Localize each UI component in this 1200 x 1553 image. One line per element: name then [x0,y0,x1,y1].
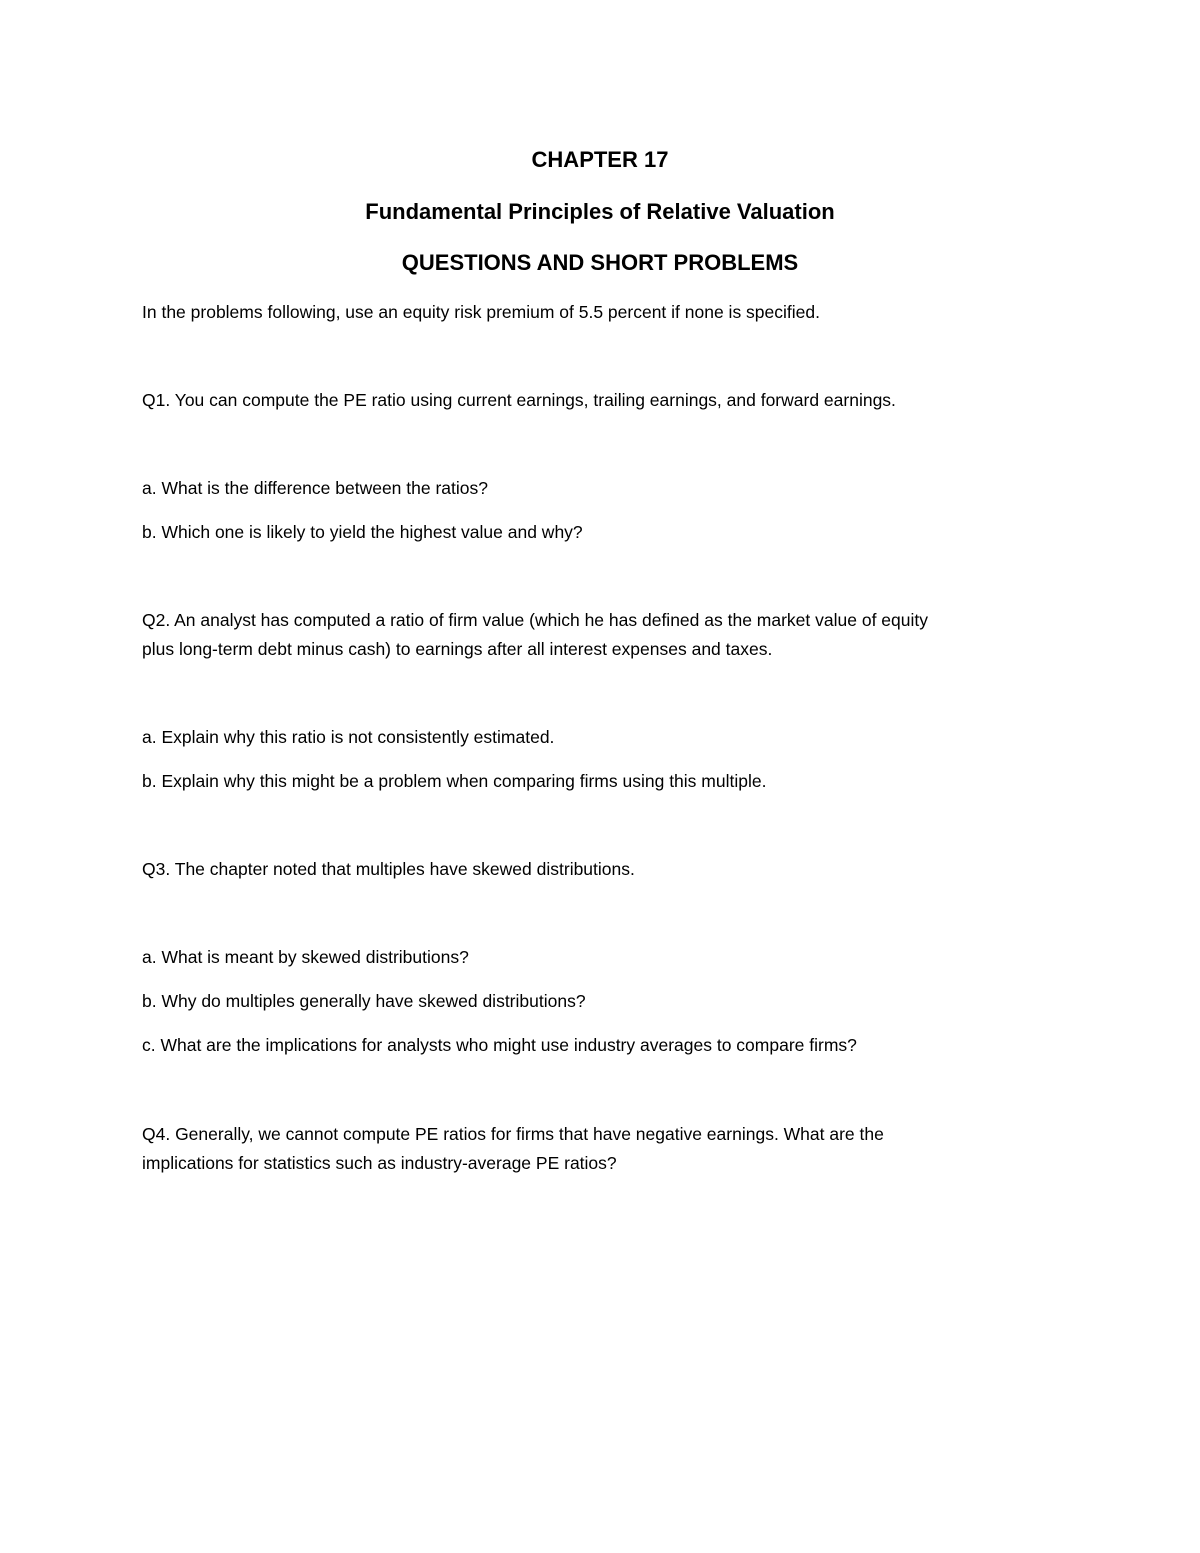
question-4-line-2: implications for statistics such as industry-average PE ratios? [142,1153,617,1173]
question-2-line-1: Q2. An analyst has computed a ratio of firm value (which he has defined as the market value of equity [142,610,928,630]
question-3-part-b: b. Why do multiples generally have skewed distributions? [142,991,586,1011]
chapter-number: CHAPTER 17 [531,147,669,172]
question-3-part-a: a. What is meant by skewed distributions? [142,947,469,967]
chapter-title: Fundamental Principles of Relative Valuation [365,199,835,224]
question-1: Q1. You can compute the PE ratio using current earnings, trailing earnings, and forward earnings. [142,390,896,410]
question-2-part-a: a. Explain why this ratio is not consistently estimated. [142,727,555,747]
question-4-line-1: Q4. Generally, we cannot compute PE ratios for firms that have negative earnings. What are the [142,1124,884,1144]
intro-paragraph: In the problems following, use an equity risk premium of 5.5 percent if none is specified. [142,302,820,322]
question-1-part-b: b. Which one is likely to yield the highest value and why? [142,522,583,542]
question-3: Q3. The chapter noted that multiples have skewed distributions. [142,859,635,879]
question-1-part-a: a. What is the difference between the ratios? [142,478,488,498]
section-heading: QUESTIONS AND SHORT PROBLEMS [401,250,799,275]
question-3-part-c: c. What are the implications for analysts who might use industry averages to compare firms? [142,1035,857,1055]
question-2-part-b: b. Explain why this might be a problem when comparing firms using this multiple. [142,771,767,791]
question-2-line-2: plus long-term debt minus cash) to earnings after all interest expenses and taxes. [142,639,773,659]
